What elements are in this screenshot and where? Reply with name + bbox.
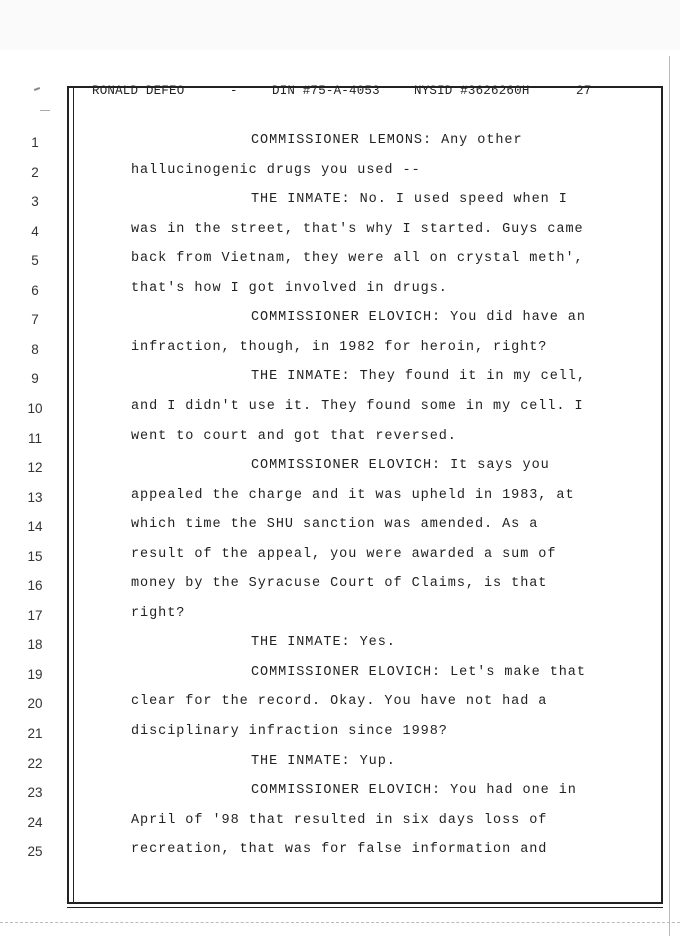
transcript-line: infraction, though, in 1982 for heroin, right? [131, 340, 548, 355]
line-number: 20 [27, 696, 43, 711]
transcript-line: appealed the charge and it was upheld in 1983, at [131, 488, 575, 503]
line-number: 10 [27, 401, 43, 416]
line-number: 14 [27, 519, 43, 534]
speaker-line: COMMISSIONER ELOVICH: You had one in [251, 783, 577, 798]
header-dash: - [230, 84, 238, 98]
line-number: 1 [31, 135, 39, 150]
line-number: 6 [31, 283, 39, 298]
line-number: 8 [31, 342, 39, 357]
transcript-line: money by the Syracuse Court of Claims, is that [131, 576, 548, 591]
speaker-line: COMMISSIONER ELOVICH: Let's make that [251, 665, 586, 680]
speaker-line: COMMISSIONER ELOVICH: It says you [251, 458, 550, 473]
header-name: RONALD DEFEO [92, 84, 185, 98]
speaker-line: THE INMATE: No. I used speed when I [251, 192, 568, 207]
paper-edge [669, 56, 670, 936]
transcript-line: clear for the record. Okay. You have not had a [131, 694, 548, 709]
line-number: 21 [27, 726, 43, 741]
transcript-line: which time the SHU sanction was amended. As a [131, 517, 539, 532]
line-number: 18 [27, 637, 43, 652]
speaker-line: THE INMATE: They found it in my cell, [251, 369, 586, 384]
scan-artifact [40, 110, 50, 111]
speaker-line: COMMISSIONER LEMONS: Any other [251, 133, 523, 148]
line-number: 7 [31, 312, 39, 327]
line-number: 15 [27, 549, 43, 564]
speaker-line: THE INMATE: Yes. [251, 635, 396, 650]
scan-artifact [34, 87, 40, 91]
transcript-line: result of the appeal, you were awarded a sum of [131, 547, 557, 562]
line-number: 22 [27, 756, 43, 771]
transcript-line: hallucinogenic drugs you used -- [131, 163, 421, 178]
transcript-line: April of '98 that resulted in six days loss of [131, 813, 548, 828]
transcript-line: was in the street, that's why I started. Guys came [131, 222, 584, 237]
line-number: 3 [31, 194, 39, 209]
line-number: 16 [27, 578, 43, 593]
line-number: 5 [31, 253, 39, 268]
line-number: 24 [27, 815, 43, 830]
line-number: 23 [27, 785, 43, 800]
speaker-line: THE INMATE: Yup. [251, 754, 396, 769]
transcript-line: and I didn't use it. They found some in my cell. I [131, 399, 584, 414]
line-number: 11 [27, 431, 42, 446]
line-number: 13 [27, 490, 43, 505]
transcript-line: disciplinary infraction since 1998? [131, 724, 448, 739]
margin-rule [73, 86, 74, 904]
page-top-margin [0, 0, 680, 50]
line-number: 25 [27, 844, 43, 859]
transcript-line: went to court and got that reversed. [131, 429, 457, 444]
line-number: 12 [27, 460, 43, 475]
page-number: 27 [576, 84, 592, 98]
border-double-rule [67, 907, 663, 908]
line-number: 19 [27, 667, 43, 682]
line-number: 2 [31, 165, 39, 180]
transcript-line: back from Vietnam, they were all on crystal meth', [131, 251, 584, 266]
transcript-line: that's how I got involved in drugs. [131, 281, 448, 296]
paper-edge [0, 922, 680, 923]
line-number: 9 [31, 371, 39, 386]
header-nysid: NYSID #3626260H [414, 84, 530, 98]
header-din: DIN #75-A-4053 [272, 84, 380, 98]
transcript-line: right? [131, 606, 186, 621]
line-number: 17 [27, 608, 43, 623]
speaker-line: COMMISSIONER ELOVICH: You did have an [251, 310, 586, 325]
transcript-line: recreation, that was for false information and [131, 842, 548, 857]
line-number: 4 [31, 224, 39, 239]
